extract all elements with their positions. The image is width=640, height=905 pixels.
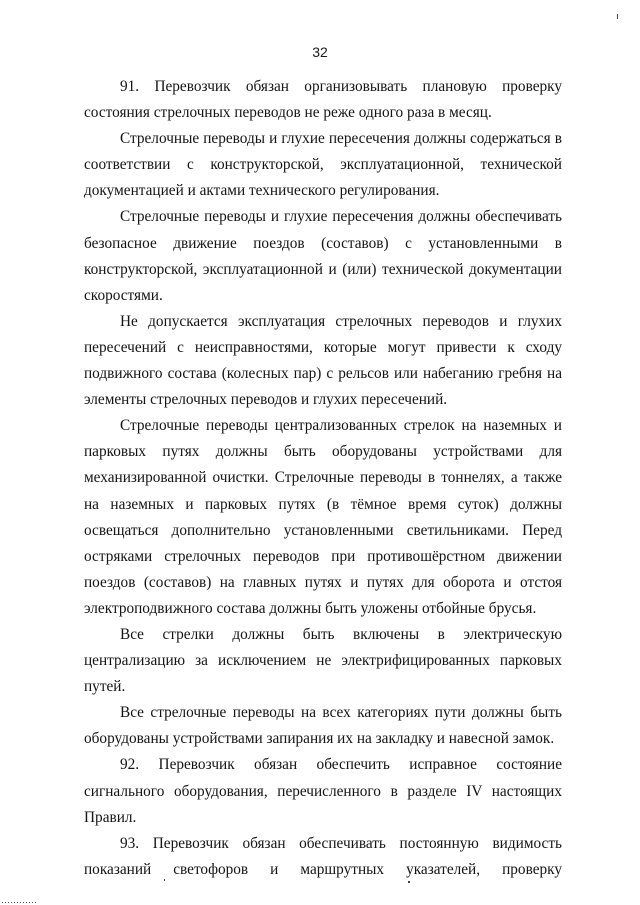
paragraph-switches-safety: Стрелочные переводы и глухие пересечения должны обеспечивать безопасное движение поездов (составов) с установленными в конструкторской, эксплуатационной и (или) технической документации скоростями. — [84, 208, 562, 304]
page-number: 32 — [312, 44, 328, 60]
document-body — [84, 74, 562, 883]
paragraph-92: 92. Перевозчик обязан обеспечить исправное состояние сигнального оборудования, перечисленного в разделе IV настоящих Правил. — [84, 756, 562, 826]
paragraph-switches-defects: Не допускается эксплуатация стрелочных переводов и глухих пересечений с неисправностями, которые могут привести к сходу подвижного состава (колесных пар) с рельсов или набеганию гребня на элементы стрелочных переводов и глухих пересечений. — [84, 312, 562, 409]
paragraph-93: 93. Перевозчик обязан обеспечивать постоянную видимость показаний светофоров и маршрутных указателей, проверку — [84, 834, 562, 878]
paragraph-switches-centralization: Все стрелки должны быть включены в электрическую централизацию за исключением не электрифицированных парковых путей. — [84, 625, 562, 696]
scan-mark — [408, 881, 410, 883]
paragraph-91: 91. Перевозчик обязан организовывать плановую проверку состояния стрелочных переводов не реже одного раза в месяц. — [84, 78, 562, 122]
scan-mark — [2, 902, 36, 903]
paragraph-switches-maintenance: Стрелочные переводы и глухие пересечения должны содержаться в соответствии с конструкторской, эксплуатационной, технической документацией и актами технического регулирования. — [84, 130, 562, 200]
scan-mark — [164, 879, 165, 881]
scan-mark — [617, 14, 618, 19]
paragraph-switches-locking: Все стрелочные переводы на всех категориях пути должны быть оборудованы устройствами запирания их на закладку и навесной замок. — [84, 704, 562, 748]
paragraph-switches-equipment: Стрелочные переводы централизованных стрелок на наземных и парковых путях должны быть оборудованы устройствами для механизированной очистки. Стрелочные переводы в тоннелях, а также на наземных и парковых путях (в тёмное время суток) должны освещаться дополнительно установленными светильниками. Перед остряками стрелочных переводов при противошёрстном движении поездов (составов) на главных путях и путях для оборота и отстоя электроподвижного состава должны быть уложены отбойные брусья. — [84, 417, 562, 617]
